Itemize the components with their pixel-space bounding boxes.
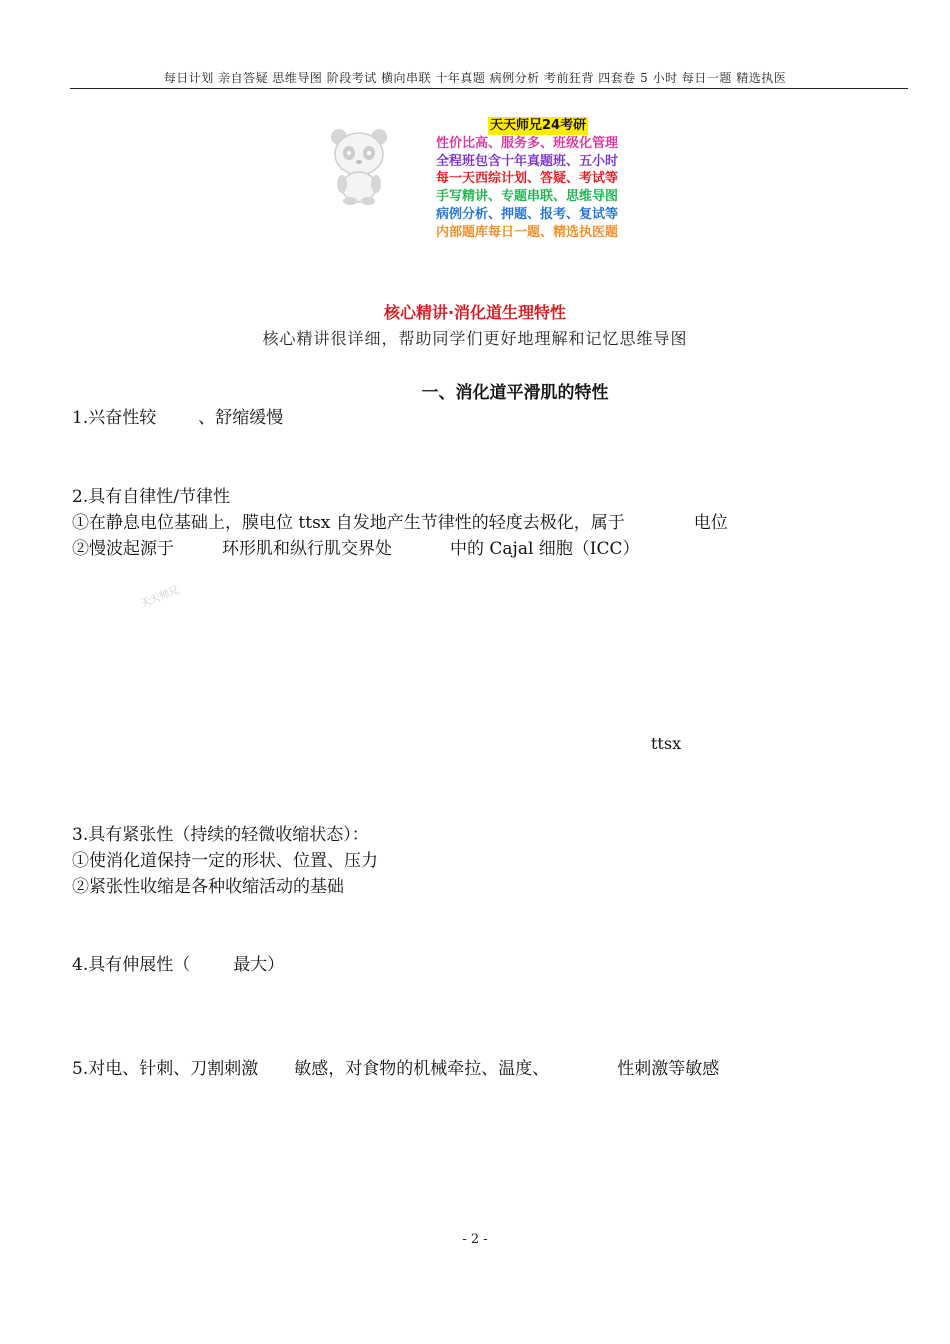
watermark: 天天师兄 [139, 584, 181, 610]
point-1-text: 1.兴奋性较 [72, 408, 157, 428]
promo-line: 每一天西综计划、答疑、考试等 [436, 171, 619, 187]
point-1 [72, 403, 283, 428]
promo-line: 性价比高、服务多、班级化管理 [436, 135, 619, 151]
point-5-text: 5.对电、针刺、刀割刺激 [72, 1059, 259, 1079]
point-3-item-2: ②紧张性收缩是各种收缩活动的基础 [72, 877, 344, 897]
point-4-text: 4.具有伸展性（ [72, 955, 191, 975]
point-2-item-2-text: ②慢波起源于 [72, 539, 174, 559]
point-2-item-2-text: 中的 Cajal 细胞（ICC） [450, 539, 640, 559]
promo-line: 手写精讲、专题串联、思维导图 [436, 189, 619, 205]
point-4-text: 最大） [233, 955, 285, 975]
header-divider [70, 88, 908, 89]
point-5 [72, 1054, 719, 1079]
point-2-item-1-text: 电位 [693, 513, 728, 533]
promo-title: 天天师兄24考研 [490, 118, 587, 133]
promo-line: 内部题库每日一题、精选执医题 [436, 224, 619, 240]
point-2-heading: 2.具有自律性/节律性 [72, 487, 230, 507]
point-2-item-1 [72, 508, 728, 533]
doc-title: 核心精讲·消化道生理特性 [383, 303, 567, 322]
point-3-heading: 3.具有紧张性（持续的轻微收缩状态）： [72, 825, 369, 845]
promo-line: 病例分析、押题、报考、复试等 [436, 206, 619, 222]
point-2-item-2 [72, 534, 640, 559]
panda-mascot-icon [328, 126, 390, 206]
stray-label: ttsx [651, 734, 682, 753]
point-3-item-1: ①使消化道保持一定的形状、位置、压力 [72, 851, 378, 871]
point-5-text: 敏感，对食物的机械牵拉、温度、 [294, 1059, 550, 1079]
point-2-item-2-text: 环形肌和纵行肌交界处 [222, 539, 392, 559]
promo-box [436, 117, 618, 242]
header-nav-text: 每日计划 亲自答疑 思维导图 阶段考试 横向串联 十年真题 病例分析 考前狂背 四套卷 5 小时 每日一题 精选执医 [163, 71, 787, 85]
section-heading: 一、消化道平滑肌的特性 [421, 383, 609, 403]
point-4 [72, 950, 284, 975]
point-1-text: 、舒缩缓慢 [198, 408, 284, 428]
page-number: - 2 - [462, 1232, 488, 1247]
doc-subtitle: 核心精讲很详细，帮助同学们更好地理解和记忆思维导图 [262, 329, 688, 348]
point-2-item-1-text: ①在静息电位基础上，膜电位 ttsx 自发地产生节律性的轻度去极化，属于 [72, 513, 625, 533]
promo-line: 全程班包含十年真题班、五小时 [436, 153, 619, 169]
point-5-text: 性刺激等敏感 [617, 1059, 720, 1079]
